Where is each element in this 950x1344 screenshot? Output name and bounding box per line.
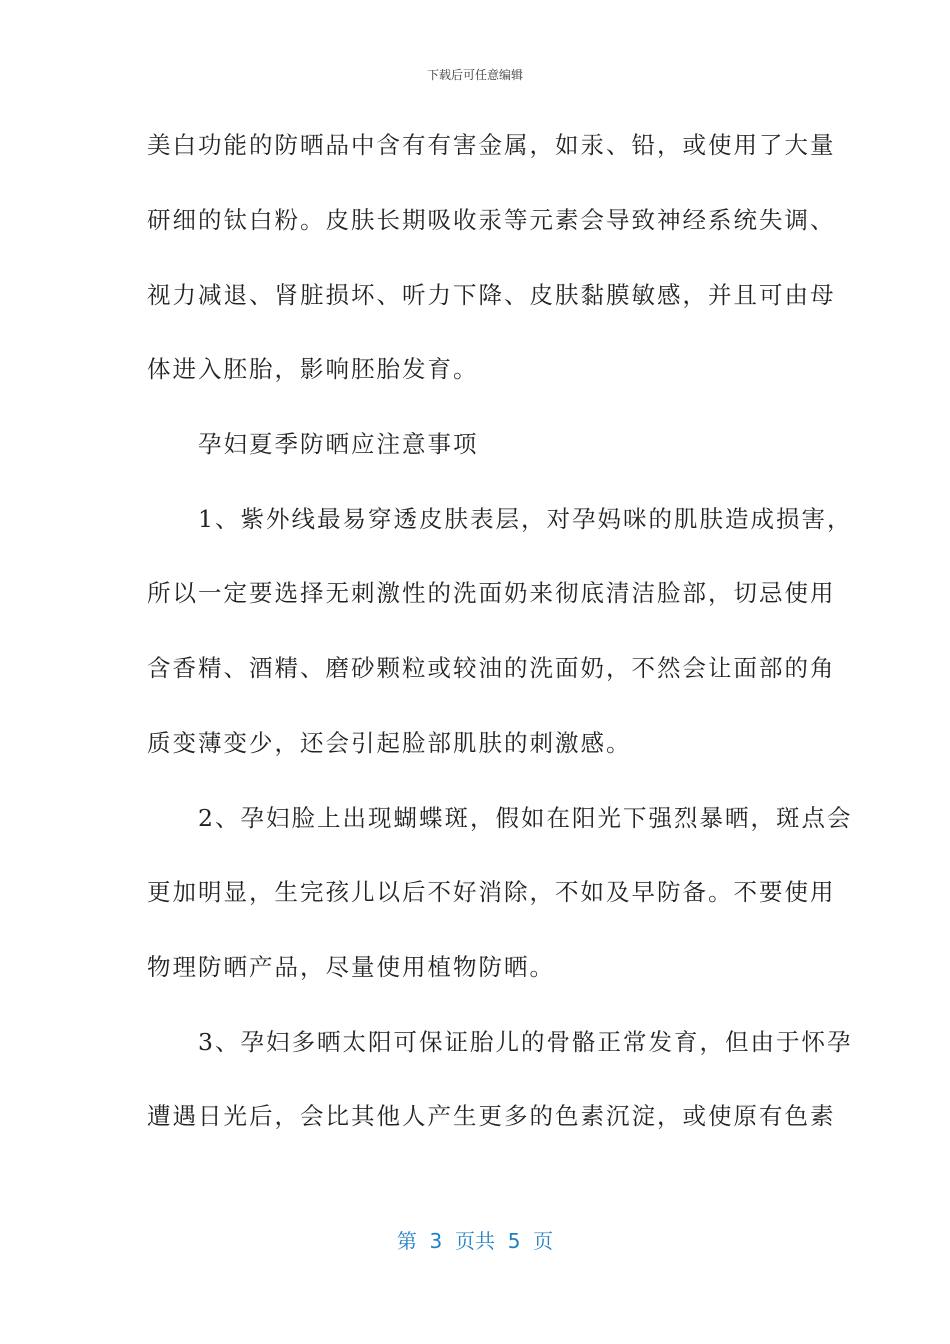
paragraph-line: 质变薄变少，还会引起脸部肌肤的刺激感。 [147, 729, 632, 757]
paragraph-line: 遭遇日光后，会比其他人产生更多的色素沉淀，或使原有色素 [147, 1102, 836, 1130]
paragraph-line: 研细的钛白粉。皮肤长期吸收汞等元素会导致神经系统失调、 [147, 206, 836, 234]
download-note: 下载后可任意编辑 [426, 68, 523, 82]
paragraph-line: 体进入胚胎，影响胚胎发育。 [147, 355, 479, 383]
paragraph-line: 含香精、酒精、磨砂颗粒或较油的洗面奶，不然会让面部的角 [147, 654, 836, 682]
paragraph-line: 更加明显，生完孩儿以后不好消除，不如及早防备。不要使用 [147, 878, 836, 906]
section-heading: 孕妇夏季防晒应注意事项 [147, 430, 479, 458]
page-number: 第 3 页共 5 页 [396, 1229, 554, 1253]
paragraph-line: 2、孕妇脸上出现蝴蝶斑，假如在阳光下强烈暴晒，斑点会 [147, 804, 853, 832]
paragraph-line: 物理防晒产品，尽量使用植物防晒。 [147, 953, 555, 981]
paragraph-line: 3、孕妇多晒太阳可保证胎儿的骨骼正常发育，但由于怀孕 [147, 1028, 853, 1056]
paragraph-line: 1、紫外线最易穿透皮肤表层，对孕妈咪的肌肤造成损害， [147, 505, 853, 533]
paragraph-line: 所以一定要选择无刺激性的洗面奶来彻底清洁脸部，切忌使用 [147, 579, 836, 607]
paragraph-line: 美白功能的防晒品中含有有害金属，如汞、铅，或使用了大量 [147, 131, 836, 159]
paragraph-line: 视力减退、肾脏损坏、听力下降、皮肤黏膜敏感，并且可由母 [147, 281, 836, 309]
